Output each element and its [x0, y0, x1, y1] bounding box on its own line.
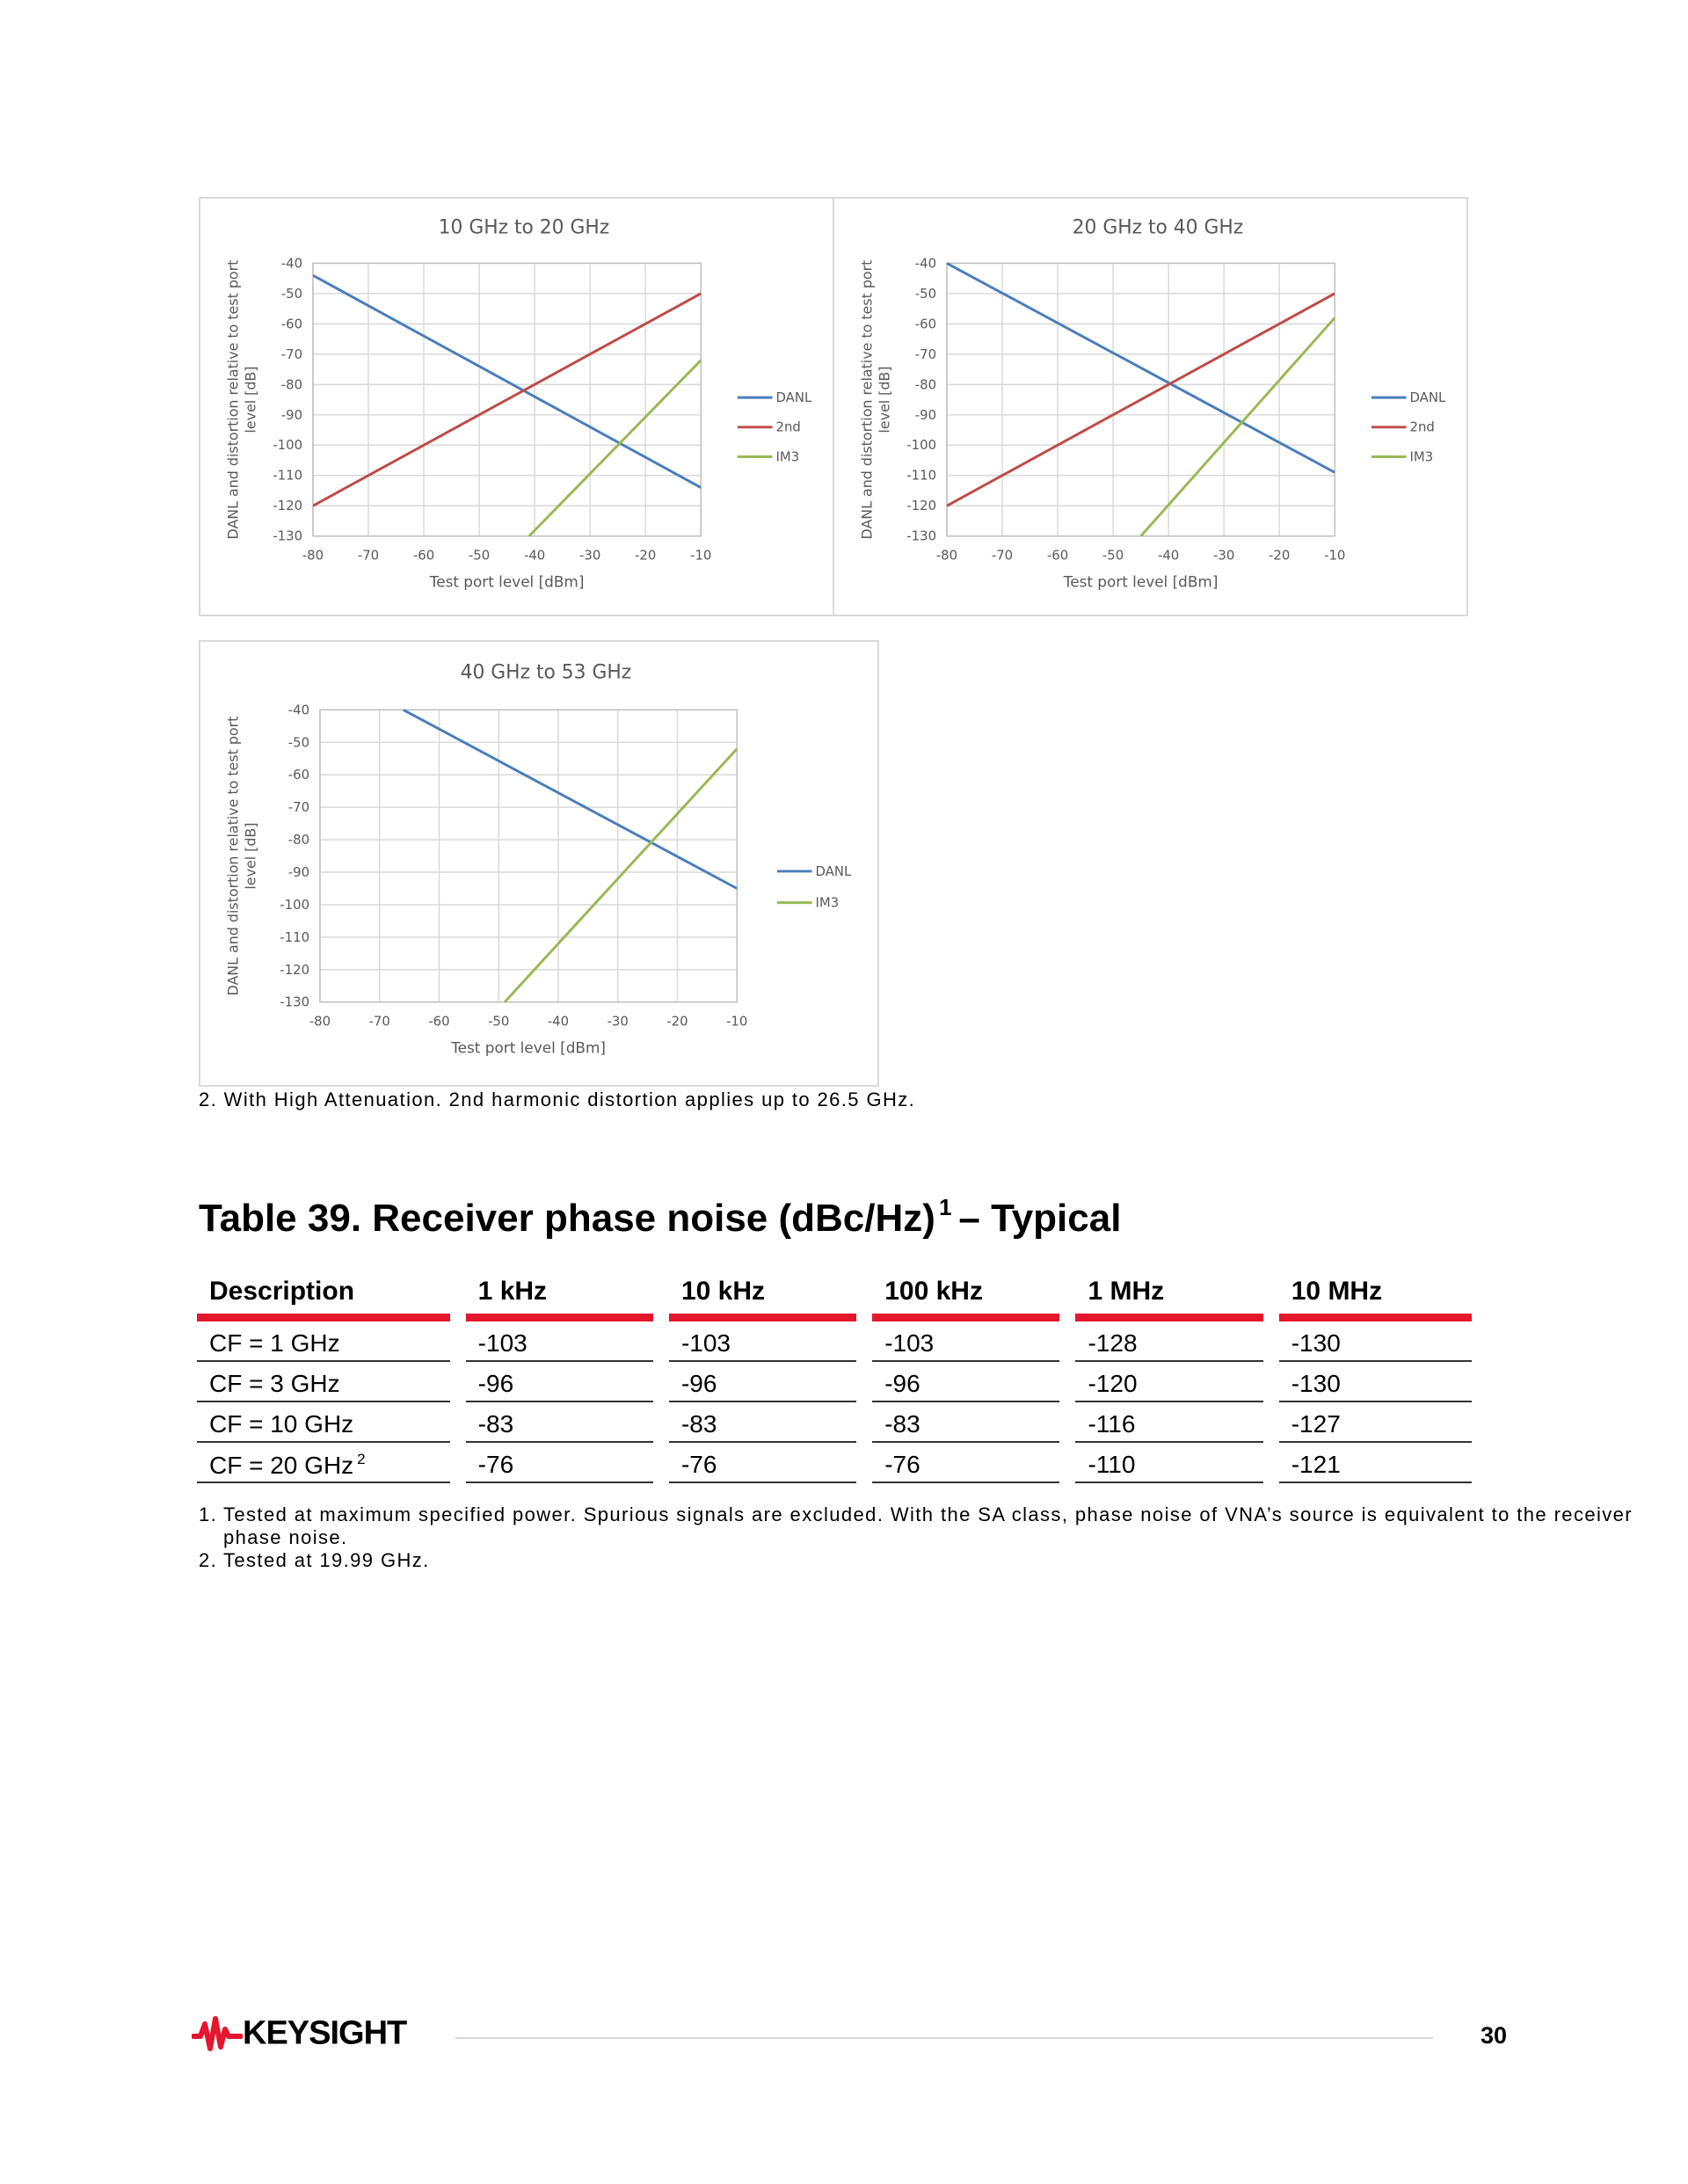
cell-gap: [1059, 1402, 1075, 1443]
footnote-2-text: Tested at 19.99 GHz.: [223, 1549, 430, 1571]
cell-gap: [1263, 1362, 1279, 1402]
legend-label-2nd: 2nd: [775, 419, 801, 435]
series-line-danl: [947, 263, 1335, 472]
table-cell: -103: [669, 1321, 856, 1362]
table-cell: -103: [872, 1321, 1059, 1362]
y-tick-label: -70: [280, 346, 303, 362]
y-axis-label-line: DANL and distortion relative to test port: [224, 716, 242, 996]
x-tick-label: -60: [1046, 547, 1069, 564]
x-tick-label: -70: [991, 547, 1014, 564]
header-gap: [1263, 1264, 1279, 1321]
y-tick-label: -110: [280, 928, 310, 945]
footnote-1-number: 1.: [199, 1503, 218, 1525]
y-tick-label: -70: [914, 346, 937, 362]
y-axis-label-line: level [dB]: [876, 366, 893, 433]
series-line-im3: [1141, 317, 1335, 535]
table-cell: -127: [1279, 1402, 1472, 1443]
x-tick-label: -50: [488, 1013, 510, 1030]
table-cell: -96: [669, 1362, 856, 1402]
y-tick-label: -110: [906, 467, 937, 484]
y-tick-label: -50: [287, 734, 310, 751]
x-tick-label: -20: [1269, 547, 1291, 564]
x-tick-label: -30: [607, 1013, 629, 1030]
y-tick-label: -120: [280, 961, 310, 978]
y-tick-label: -90: [914, 406, 937, 423]
table-cell: -103: [466, 1321, 653, 1362]
table-cell: -130: [1279, 1362, 1472, 1402]
row-description: [197, 1443, 450, 1483]
y-axis-label-line: DANL and distortion relative to test port: [858, 259, 876, 540]
x-tick-label: -40: [1157, 547, 1180, 564]
cell-gap: [1059, 1443, 1075, 1483]
x-tick-label: -10: [690, 547, 712, 564]
legend-label-danl: DANL: [815, 863, 852, 879]
cell-gap: [1263, 1321, 1279, 1362]
series-line-danl: [404, 710, 737, 888]
x-tick-label: -30: [1213, 547, 1235, 564]
keysight-logo: [192, 2013, 406, 2054]
cell-gap: [653, 1321, 669, 1362]
y-tick-label: -100: [906, 437, 937, 454]
y-tick-label: -110: [273, 467, 303, 484]
header-gap: [856, 1264, 872, 1321]
table-cell: -96: [466, 1362, 653, 1402]
footnote-1-text: Tested at maximum specified power. Spurious signals are excluded. With the SA class, phase noise of VNA’s source is equivalent to the receiver phase noise.: [223, 1503, 1633, 1548]
series-line-2nd: [313, 294, 701, 506]
table-cell: -83: [669, 1402, 856, 1443]
cell-gap: [856, 1402, 872, 1443]
table-title-footnote-ref: 1: [938, 1194, 952, 1220]
footnote-1: [199, 1503, 1688, 1549]
cell-gap: [1059, 1321, 1075, 1362]
x-axis-label: Test port level [dBm]: [429, 572, 585, 591]
legend-label-danl: DANL: [1409, 389, 1446, 406]
cell-gap: [450, 1402, 466, 1443]
table-body: [197, 1321, 1472, 1483]
table-row: [197, 1362, 1472, 1402]
cell-gap: [1263, 1443, 1279, 1483]
cell-gap: [1059, 1362, 1075, 1402]
table-cell: -121: [1279, 1443, 1472, 1483]
x-axis-label: Test port level [dBm]: [451, 1038, 606, 1057]
x-tick-label: -10: [1324, 547, 1346, 564]
cell-gap: [1263, 1402, 1279, 1443]
table-cell: -110: [1075, 1443, 1262, 1483]
y-tick-label: -120: [906, 498, 937, 514]
header-description: Description: [197, 1264, 450, 1321]
x-tick-label: -50: [468, 547, 491, 564]
footer-divider: [455, 2037, 1433, 2039]
header-gap: [1059, 1264, 1075, 1321]
table-cell: -76: [466, 1443, 653, 1483]
header-gap: [653, 1264, 669, 1321]
row-description: [197, 1321, 450, 1362]
chart-footnote: 2. With High Attenuation. 2nd harmonic distortion applies up to 26.5 GHz.: [199, 1088, 916, 1110]
row-description-text: CF = 10 GHz: [209, 1410, 354, 1438]
table-footnotes: [199, 1503, 1688, 1572]
y-tick-label: -40: [280, 255, 303, 272]
chart-10-20-ghz-svg: [200, 199, 833, 615]
y-tick-label: -60: [287, 767, 310, 783]
table-row: [197, 1321, 1472, 1362]
cell-gap: [450, 1321, 466, 1362]
y-tick-label: -80: [280, 376, 303, 393]
cell-gap: [450, 1362, 466, 1402]
cell-gap: [653, 1443, 669, 1483]
x-tick-label: -40: [523, 547, 546, 564]
keysight-wave-icon: [192, 2013, 243, 2054]
y-axis-label-line: level [dB]: [242, 822, 259, 890]
header-1mhz: 1 MHz: [1075, 1264, 1262, 1321]
series-line-im3: [505, 749, 737, 1002]
table-cell: -83: [466, 1402, 653, 1443]
y-tick-label: -50: [914, 285, 937, 302]
chart-title: 10 GHz to 20 GHz: [438, 216, 610, 239]
x-tick-label: -10: [726, 1013, 748, 1030]
x-tick-label: -40: [547, 1013, 570, 1030]
legend-label-im3: IM3: [815, 894, 840, 911]
table-row: [197, 1443, 1472, 1483]
footnote-2-number: 2.: [199, 1549, 218, 1571]
x-tick-label: -20: [635, 547, 657, 564]
table-cell: -96: [872, 1362, 1059, 1402]
chart-40-53-ghz-svg: [200, 642, 877, 1085]
x-tick-label: -70: [368, 1013, 390, 1030]
x-axis-label: Test port level [dBm]: [1063, 572, 1219, 591]
cell-gap: [856, 1443, 872, 1483]
cell-gap: [856, 1321, 872, 1362]
footnote-2: [199, 1549, 1688, 1572]
y-tick-label: -130: [273, 528, 303, 544]
y-tick-label: -130: [906, 528, 937, 544]
x-tick-label: -60: [412, 547, 435, 564]
y-tick-label: -100: [280, 896, 310, 913]
header-10khz: 10 kHz: [669, 1264, 856, 1321]
table-cell: -120: [1075, 1362, 1262, 1402]
chart-10-20-ghz: [199, 197, 834, 616]
series-line-2nd: [947, 294, 1335, 506]
legend-label-danl: DANL: [775, 389, 812, 406]
legend-label-im3: IM3: [1409, 448, 1434, 465]
legend-label-im3: IM3: [775, 448, 800, 465]
series-line-danl: [313, 275, 701, 487]
table-cell: -83: [872, 1402, 1059, 1443]
header-100khz: 100 kHz: [872, 1264, 1059, 1321]
chart-title: 40 GHz to 53 GHz: [460, 661, 632, 684]
x-tick-label: -20: [666, 1013, 688, 1030]
page-number: 30: [1481, 2022, 1508, 2049]
y-tick-label: -50: [280, 285, 303, 302]
y-axis-label: [859, 260, 893, 540]
y-tick-label: -90: [280, 406, 303, 423]
chart-40-53-ghz: [199, 640, 879, 1087]
table-header-row: [197, 1264, 1472, 1321]
cell-gap: [450, 1443, 466, 1483]
header-gap: [450, 1264, 466, 1321]
x-tick-label: -80: [309, 1013, 331, 1030]
table-cell: -128: [1075, 1321, 1262, 1362]
row-description: [197, 1362, 450, 1402]
table-cell: -76: [669, 1443, 856, 1483]
y-tick-label: -70: [287, 799, 310, 816]
x-tick-label: -50: [1102, 547, 1124, 564]
y-tick-label: -80: [287, 832, 310, 848]
y-tick-label: -130: [280, 994, 310, 1010]
x-tick-label: -30: [579, 547, 601, 564]
table-title-text: Table 39. Receiver phase noise (dBc/Hz): [199, 1197, 935, 1240]
cell-gap: [653, 1402, 669, 1443]
row-description-text: CF = 20 GHz: [209, 1451, 354, 1479]
cell-gap: [653, 1362, 669, 1402]
x-tick-label: -80: [302, 547, 324, 564]
series-line-im3: [529, 360, 701, 536]
legend-label-2nd: 2nd: [1409, 419, 1435, 435]
y-axis-label: [225, 717, 259, 996]
x-tick-label: -80: [935, 547, 958, 564]
table-cell: -130: [1279, 1321, 1472, 1362]
y-tick-label: -60: [280, 316, 303, 332]
y-axis-label: [225, 260, 259, 540]
y-tick-label: -40: [287, 702, 310, 718]
x-tick-label: -70: [357, 547, 380, 564]
header-10mhz: 10 MHz: [1279, 1264, 1472, 1321]
y-axis-label-line: level [dB]: [242, 366, 259, 433]
table-title: [199, 1194, 1121, 1241]
row-description-text: CF = 1 GHz: [209, 1329, 340, 1357]
x-tick-label: -60: [428, 1013, 450, 1030]
table-title-suffix: – Typical: [958, 1197, 1122, 1240]
y-tick-label: -80: [914, 376, 937, 393]
phase-noise-table: [197, 1264, 1472, 1483]
y-tick-label: -100: [273, 437, 303, 454]
cell-gap: [856, 1362, 872, 1402]
y-tick-label: -60: [914, 316, 937, 332]
keysight-brand-text: KEYSIGHT: [243, 2014, 407, 2052]
table-row: [197, 1402, 1472, 1443]
row-footnote-ref: 2: [357, 1450, 366, 1467]
table-cell: -116: [1075, 1402, 1262, 1443]
chart-title: 20 GHz to 40 GHz: [1072, 216, 1244, 239]
row-description: [197, 1402, 450, 1443]
y-tick-label: -120: [273, 498, 303, 514]
chart-20-40-ghz: [833, 197, 1468, 616]
table-cell: -76: [872, 1443, 1059, 1483]
row-description-text: CF = 3 GHz: [209, 1370, 340, 1397]
header-1khz: 1 kHz: [466, 1264, 653, 1321]
y-axis-label-line: DANL and distortion relative to test port: [224, 259, 242, 540]
chart-20-40-ghz-svg: [834, 199, 1466, 615]
y-tick-label: -90: [287, 863, 310, 880]
y-tick-label: -40: [914, 255, 937, 272]
